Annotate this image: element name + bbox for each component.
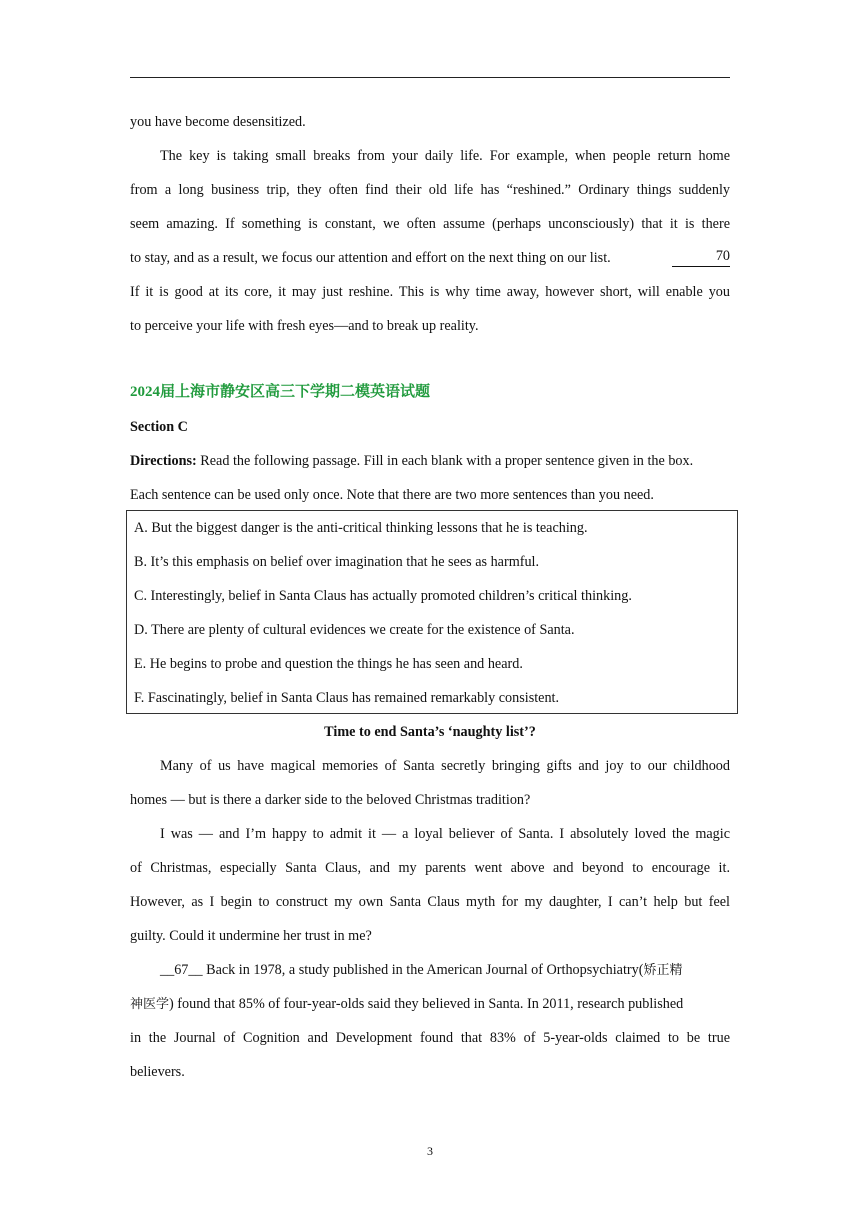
answer-blank-70: 70 xyxy=(672,249,730,267)
paragraph-line-with-blank xyxy=(130,249,730,267)
paragraph-line xyxy=(130,995,730,1014)
directions-line-2: Each sentence can be used only once. Note that there are two more sentences than you need. xyxy=(130,487,654,503)
option-b: B. It’s this emphasis on belief over imagination that he sees as harmful. xyxy=(134,554,540,570)
paragraph-line: from a long business trip, they often find their old life has “reshined.” Ordinary things suddenly xyxy=(130,182,730,198)
paragraph-line: I was — and I’m happy to admit it — a loyal believer of Santa. I absolutely loved the magic xyxy=(160,826,730,842)
options-box xyxy=(126,510,738,714)
paragraph-line: to perceive your life with fresh eyes—and to break up reality. xyxy=(130,318,479,334)
paragraph-line: If it is good at its core, it may just reshine. This is why time away, however short, will enable you xyxy=(130,284,730,300)
paragraph-text: ) found that 85% of four-year-olds said they believed in Santa. In 2011, research published xyxy=(169,996,684,1012)
paragraph-line: seem amazing. If something is constant, we often assume (perhaps unconsciously) that it is there xyxy=(130,216,730,232)
option-f: F. Fascinatingly, belief in Santa Claus has remained remarkably consistent. xyxy=(134,690,560,706)
paragraph-line: The key is taking small breaks from your daily life. For example, when people return home xyxy=(160,148,730,164)
header-rule xyxy=(130,77,730,78)
passage-title: Time to end Santa’s ‘naughty list’? xyxy=(324,724,536,740)
paragraph-line: However, as I begin to construct my own Santa Claus myth for my daughter, I can’t help but feel xyxy=(130,894,730,910)
paragraph-line: you have become desensitized. xyxy=(130,114,306,130)
directions-text: Read the following passage. Fill in each blank with a proper sentence given in the box. xyxy=(200,453,694,469)
directions-label: Directions: xyxy=(130,453,197,469)
paragraph-line-67 xyxy=(130,961,730,980)
paragraph-line: of Christmas, especially Santa Claus, and my parents went above and beyond to encourage it. xyxy=(130,860,730,876)
option-a: A. But the biggest danger is the anti-critical thinking lessons that he is teaching. xyxy=(134,520,588,536)
directions-line xyxy=(130,452,734,470)
paragraph-text: __67__ Back in 1978, a study published in the American Journal of Orthopsychiatry( xyxy=(160,962,644,978)
option-e: E. He begins to probe and question the things he has seen and heard. xyxy=(134,656,523,672)
paragraph-line: Many of us have magical memories of Santa secretly bringing gifts and joy to our childhood xyxy=(160,758,730,774)
paragraph-line: homes — but is there a darker side to the beloved Christmas tradition? xyxy=(130,792,531,808)
chinese-gloss: 神医学 xyxy=(130,997,170,1012)
paragraph-text: to stay, and as a result, we focus our attention and effort on the next thing on our list. xyxy=(130,250,611,266)
paragraph-line: in the Journal of Cognition and Development found that 83% of 5-year-olds claimed to be true xyxy=(130,1030,730,1046)
paragraph-line: guilty. Could it undermine her trust in me? xyxy=(130,928,372,944)
exam-title: 2024届上海市静安区高三下学期二模英语试题 xyxy=(130,384,431,400)
chinese-gloss: 矫正精 xyxy=(643,963,683,978)
paragraph-line: believers. xyxy=(130,1064,185,1080)
section-heading: Section C xyxy=(130,419,188,435)
page-number: 3 xyxy=(427,1144,433,1158)
option-d: D. There are plenty of cultural evidences we create for the existence of Santa. xyxy=(134,622,575,638)
option-c: C. Interestingly, belief in Santa Claus has actually promoted children’s critical thinking. xyxy=(134,588,632,604)
